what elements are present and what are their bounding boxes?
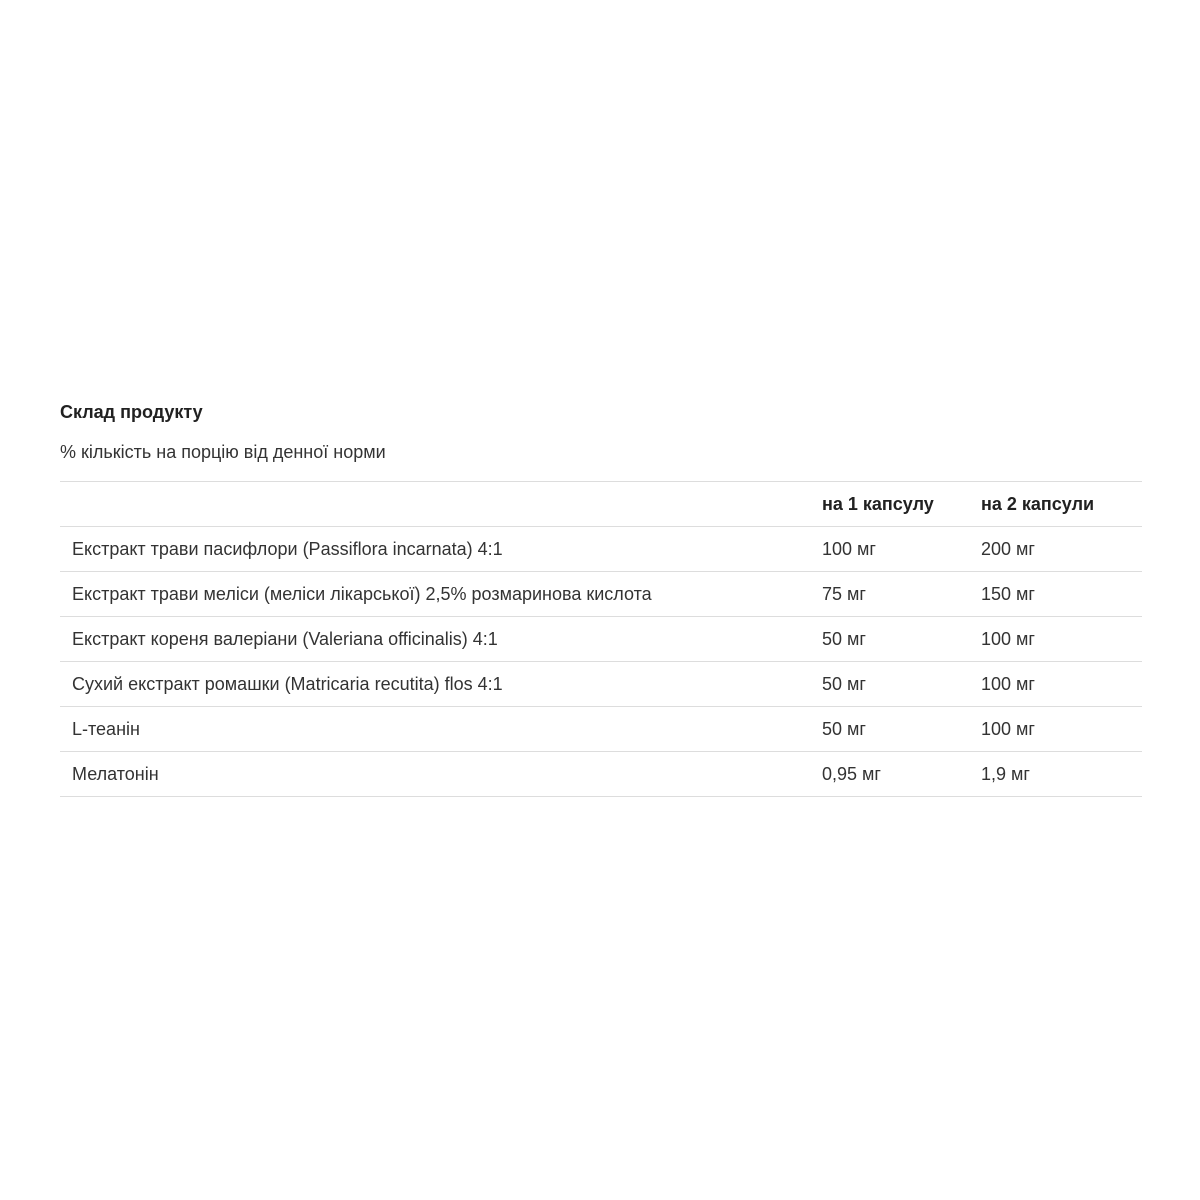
amount-per-1-capsule: 50 мг	[822, 719, 866, 739]
amount-per-2-capsules: 100 мг	[981, 719, 1035, 739]
composition-subtitle: % кількість на порцію від денної норми	[60, 442, 386, 462]
table-row	[60, 572, 1142, 617]
amount-per-2-capsules: 100 мг	[981, 629, 1035, 649]
ingredient-name: Мелатонін	[72, 764, 159, 784]
amount-per-1-capsule: 0,95 мг	[822, 764, 881, 784]
ingredient-name: L-теанін	[72, 719, 140, 739]
table-header-row	[60, 482, 1142, 527]
composition-title: Склад продукту	[60, 402, 203, 422]
column-header-per-2-capsules: на 2 капсули	[981, 494, 1095, 514]
column-header-ingredient	[60, 482, 822, 527]
amount-per-1-capsule: 75 мг	[822, 584, 866, 604]
amount-per-1-capsule: 100 мг	[822, 539, 876, 559]
table-row	[60, 527, 1142, 572]
composition-table	[60, 481, 1142, 797]
table-row	[60, 662, 1142, 707]
table-row	[60, 752, 1142, 797]
amount-per-2-capsules: 100 мг	[981, 674, 1035, 694]
table-row	[60, 707, 1142, 752]
amount-per-1-capsule: 50 мг	[822, 629, 866, 649]
column-header-per-1-capsule: на 1 капсулу	[822, 494, 934, 514]
composition-panel	[60, 398, 1142, 797]
amount-per-2-capsules: 1,9 мг	[981, 764, 1030, 784]
table-row	[60, 617, 1142, 662]
ingredient-name: Екстракт трави пасифлори (Passiflora incarnata) 4:1	[72, 539, 503, 559]
amount-per-2-capsules: 150 мг	[981, 584, 1035, 604]
ingredient-name: Сухий екстракт ромашки (Matricaria recutita) flos 4:1	[72, 674, 503, 694]
ingredient-name: Екстракт кореня валеріани (Valeriana officinalis) 4:1	[72, 629, 498, 649]
amount-per-2-capsules: 200 мг	[981, 539, 1035, 559]
amount-per-1-capsule: 50 мг	[822, 674, 866, 694]
ingredient-name: Екстракт трави меліси (меліси лікарської) 2,5% розмаринова кислота	[72, 584, 652, 604]
